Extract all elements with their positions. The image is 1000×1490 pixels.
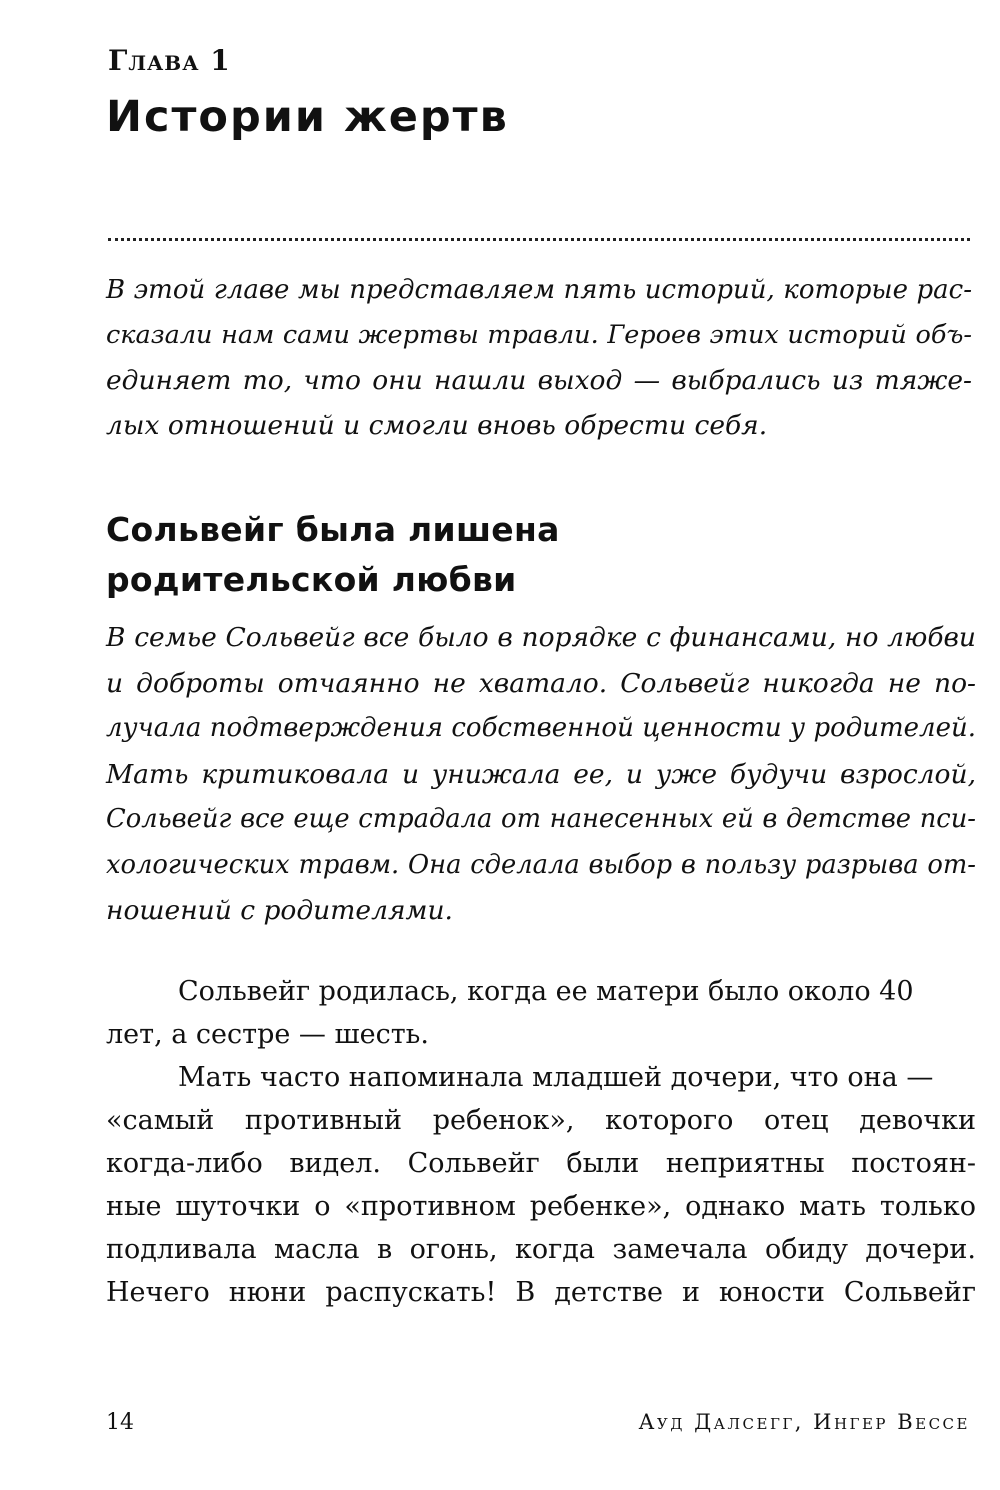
body-line: «самый противный ребенок», которого отец девочки xyxy=(106,1105,976,1136)
section-title-line: Сольвейг была лишена xyxy=(106,510,560,549)
body-line: подливала масла в огонь, когда замечала обиду дочери. xyxy=(106,1234,976,1265)
body-line: Сольвейг родилась, когда ее матери было около 40 xyxy=(178,976,914,1007)
summary-line: В семье Сольвейг все было в порядке с финансами, но любви xyxy=(106,622,976,653)
body-line: Мать часто напоминала младшей дочери, что она — xyxy=(178,1062,934,1093)
summary-line: Сольвейг все еще страдала от нанесенных ей в детстве пси- xyxy=(106,804,976,834)
chapter-label: Глава 1 xyxy=(108,44,231,77)
summary-line: и доброты отчаянно не хватало. Сольвейг никогда не по- xyxy=(106,667,976,699)
chapter-intro xyxy=(106,268,972,448)
section-summary xyxy=(106,615,976,934)
body-text xyxy=(106,970,976,1314)
intro-line: лых отношений и смогли вновь обрести себя. xyxy=(106,410,768,441)
summary-line: ношений с родителями. xyxy=(106,895,453,926)
body-line: ные шуточки о «противном ребенке», однако мать только xyxy=(106,1191,976,1222)
body-line: лет, а сестре — шесть. xyxy=(106,1019,429,1050)
chapter-title: Истории жертв xyxy=(106,92,509,142)
summary-line: хологических травм. Она сделала выбор в пользу разрыва от- xyxy=(106,849,976,880)
summary-line: Мать критиковала и унижала ее, и уже будучи взрослой, xyxy=(106,758,976,790)
page-footer xyxy=(106,1410,970,1450)
section-title xyxy=(106,505,560,605)
intro-line: сказали нам сами жертвы травли. Героев этих историй объ- xyxy=(106,320,972,350)
page-number: 14 xyxy=(106,1410,134,1435)
summary-line: лучала подтверждения собственной ценности у родителей. xyxy=(106,713,976,743)
section-title-line: родительской любви xyxy=(106,560,517,599)
intro-line: единяет то, что они нашли выход — выбрались из тяже- xyxy=(106,365,972,396)
body-line: Нечего нюни распускать! В детстве и юности Сольвейг xyxy=(106,1277,976,1308)
intro-line: В этой главе мы представляем пять историй, которые рас- xyxy=(106,275,972,305)
dotted-divider xyxy=(108,238,970,241)
body-line: когда-либо видел. Сольвейг были неприятны постоян- xyxy=(106,1148,976,1179)
running-head: Ауд Далсегг, Ингер Вессе xyxy=(638,1410,970,1434)
